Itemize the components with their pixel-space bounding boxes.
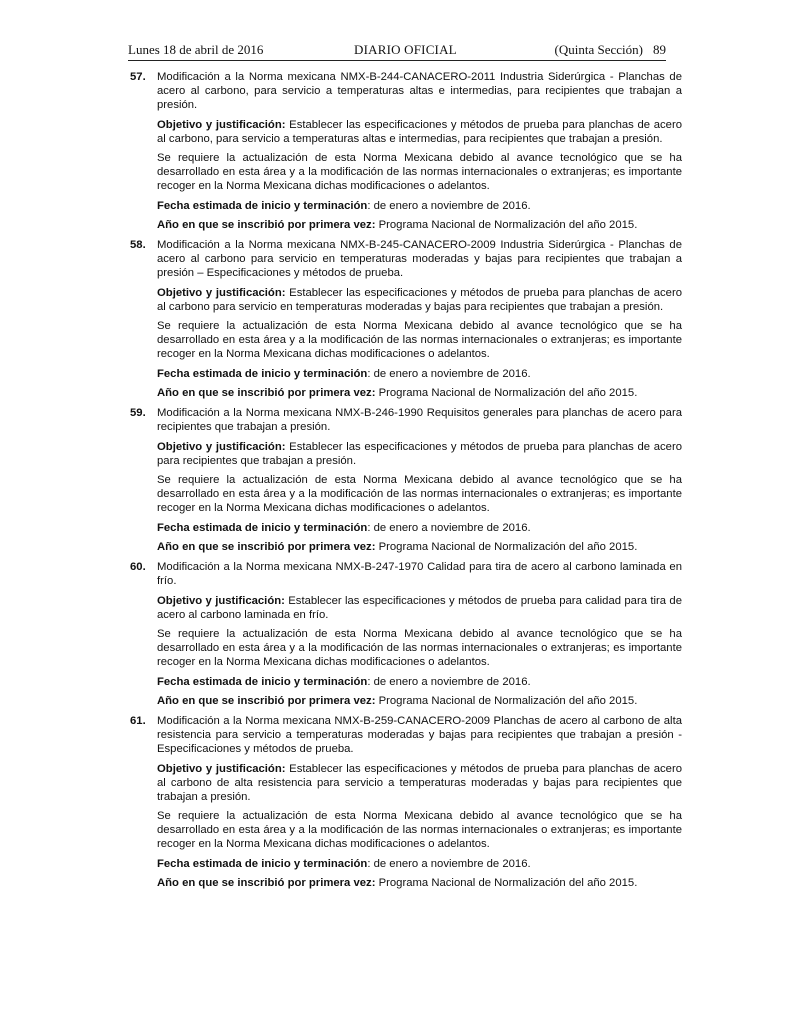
- header-page-number: 89: [653, 42, 666, 57]
- entry-update: Se requiere la actualización de esta Norma Mexicana debido al avance tecnológico que se ha desarrollado en esta área y a la modificación de las normas internacionales o extranjeras; es importante recoger en la Norma Mexicana dichas modificaciones o adelantos.: [157, 474, 682, 514]
- entry-number: 60.: [130, 561, 146, 573]
- entry-number: 61.: [130, 715, 146, 727]
- entry-57: [130, 70, 682, 232]
- entry-year: [157, 876, 682, 890]
- entry-number: 58.: [130, 239, 146, 251]
- date-text: : de enero a noviembre de 2016.: [367, 857, 531, 870]
- entry-objective: [157, 118, 682, 146]
- header-publication: DIARIO OFICIAL: [354, 42, 457, 57]
- date-text: : de enero a noviembre de 2016.: [367, 367, 531, 380]
- year-label: Año en que se inscribió por primera vez:: [157, 877, 376, 889]
- entry-title: Modificación a la Norma mexicana NMX-B-245-CANACERO-2009 Industria Siderúrgica - Planchas de acero al carbono para servicio en temperaturas moderadas y bajas para recipientes que trabajan a presión – Especificaciones y métodos de prueba.: [157, 239, 682, 279]
- year-text: Programa Nacional de Normalización del año 2015.: [375, 541, 638, 553]
- entry-60: [130, 560, 682, 708]
- year-label: Año en que se inscribió por primera vez:: [157, 219, 376, 231]
- entry-update: Se requiere la actualización de esta Norma Mexicana debido al avance tecnológico que se ha desarrollado en esta área y a la modificación de las normas internacionales o extranjeras; es importante recoger en la Norma Mexicana dichas modificaciones o adelantos.: [157, 152, 682, 192]
- entry-61: [130, 714, 682, 890]
- entry-year: [157, 386, 682, 400]
- year-text: Programa Nacional de Normalización del año 2015.: [375, 695, 638, 707]
- entry-date: [157, 521, 682, 535]
- entry-date: [157, 675, 682, 689]
- header-section-label: (Quinta Sección): [554, 42, 643, 57]
- year-label: Año en que se inscribió por primera vez:: [157, 541, 376, 553]
- date-label: Fecha estimada de inicio y terminación: [157, 199, 368, 212]
- objective-label: Objetivo y justificación:: [157, 118, 286, 131]
- page-header: [128, 41, 666, 59]
- document-body: [130, 70, 682, 896]
- entry-title: Modificación a la Norma mexicana NMX-B-259-CANACERO-2009 Planchas de acero al carbono de alta resistencia para servicio a temperaturas moderadas y bajas para recipientes que trabajan a presión -Especificaciones y métodos de prueba.: [157, 715, 682, 755]
- date-label: Fecha estimada de inicio y terminación: [157, 675, 368, 688]
- date-label: Fecha estimada de inicio y terminación: [157, 367, 368, 380]
- header-section: [555, 41, 666, 59]
- header-rule: [128, 60, 666, 61]
- entry-update: Se requiere la actualización de esta Norma Mexicana debido al avance tecnológico que se ha desarrollado en esta área y a la modificación de las normas internacionales o extranjeras; es importante recoger en la Norma Mexicana dichas modificaciones o adelantos.: [157, 810, 682, 850]
- objective-label: Objetivo y justificación:: [157, 286, 286, 299]
- year-text: Programa Nacional de Normalización del año 2015.: [375, 877, 638, 889]
- entry-year: [157, 218, 682, 232]
- date-text: : de enero a noviembre de 2016.: [367, 199, 531, 212]
- objective-label: Objetivo y justificación:: [157, 440, 286, 453]
- entry-objective: [157, 594, 682, 622]
- objective-text: Establecer las especificaciones y métodos de prueba para planchas de acero al carbono para servicio en temperaturas moderadas y bajas para recipientes que trabajan a presión.: [157, 286, 682, 313]
- entry-title: Modificación a la Norma mexicana NMX-B-244-CANACERO-2011 Industria Siderúrgica - Planchas de acero al carbono, para servicio a temperaturas altas e intermedias, para recipientes que trabajan a presión.: [157, 71, 682, 111]
- date-label: Fecha estimada de inicio y terminación: [157, 857, 368, 870]
- entry-objective: [157, 440, 682, 468]
- date-label: Fecha estimada de inicio y terminación: [157, 521, 368, 534]
- entry-year: [157, 694, 682, 708]
- year-label: Año en que se inscribió por primera vez:: [157, 387, 376, 399]
- date-text: : de enero a noviembre de 2016.: [367, 675, 531, 688]
- entry-update: Se requiere la actualización de esta Norma Mexicana debido al avance tecnológico que se ha desarrollado en esta área y a la modificación de las normas internacionales o extranjeras; es importante recoger en la Norma Mexicana dichas modificaciones o adelantos.: [157, 320, 682, 360]
- entry-date: [157, 199, 682, 213]
- date-text: : de enero a noviembre de 2016.: [367, 521, 531, 534]
- year-label: Año en que se inscribió por primera vez:: [157, 695, 376, 707]
- year-text: Programa Nacional de Normalización del año 2015.: [375, 387, 638, 399]
- entry-title: Modificación a la Norma mexicana NMX-B-246-1990 Requisitos generales para planchas de acero para recipientes que trabajan a presión.: [157, 407, 682, 433]
- entry-title: Modificación a la Norma mexicana NMX-B-247-1970 Calidad para tira de acero al carbono laminada en frío.: [157, 561, 682, 587]
- entry-year: [157, 540, 682, 554]
- objective-text: Establecer las especificaciones y métodos de prueba para planchas de acero al carbono, para servicio a temperaturas altas e intermedias, para recipientes que trabajan a presión.: [157, 118, 682, 145]
- entry-date: [157, 857, 682, 871]
- objective-text: Establecer las especificaciones y métodos de prueba para calidad para tira de acero al carbono laminada en frío.: [157, 594, 682, 621]
- entry-objective: [157, 286, 682, 314]
- entry-number: 57.: [130, 71, 146, 83]
- year-text: Programa Nacional de Normalización del año 2015.: [375, 219, 638, 231]
- entry-objective: [157, 762, 682, 804]
- objective-label: Objetivo y justificación:: [157, 762, 286, 775]
- entry-58: [130, 238, 682, 400]
- objective-label: Objetivo y justificación:: [157, 594, 285, 607]
- objective-text: Establecer las especificaciones y métodos de prueba para planchas de acero para recipientes que trabajan a presión.: [157, 440, 682, 467]
- entry-update: Se requiere la actualización de esta Norma Mexicana debido al avance tecnológico que se ha desarrollado en esta área y a la modificación de las normas internacionales o extranjeras; es importante recoger en la Norma Mexicana dichas modificaciones o adelantos.: [157, 628, 682, 668]
- entry-date: [157, 367, 682, 381]
- entry-59: [130, 406, 682, 554]
- header-date: Lunes 18 de abril de 2016: [128, 42, 264, 57]
- objective-text: Establecer las especificaciones y métodos de prueba para planchas de acero al carbono de alta resistencia para servicio a temperaturas moderadas y bajas para recipientes que trabajan a presión.: [157, 762, 682, 803]
- entry-number: 59.: [130, 407, 146, 419]
